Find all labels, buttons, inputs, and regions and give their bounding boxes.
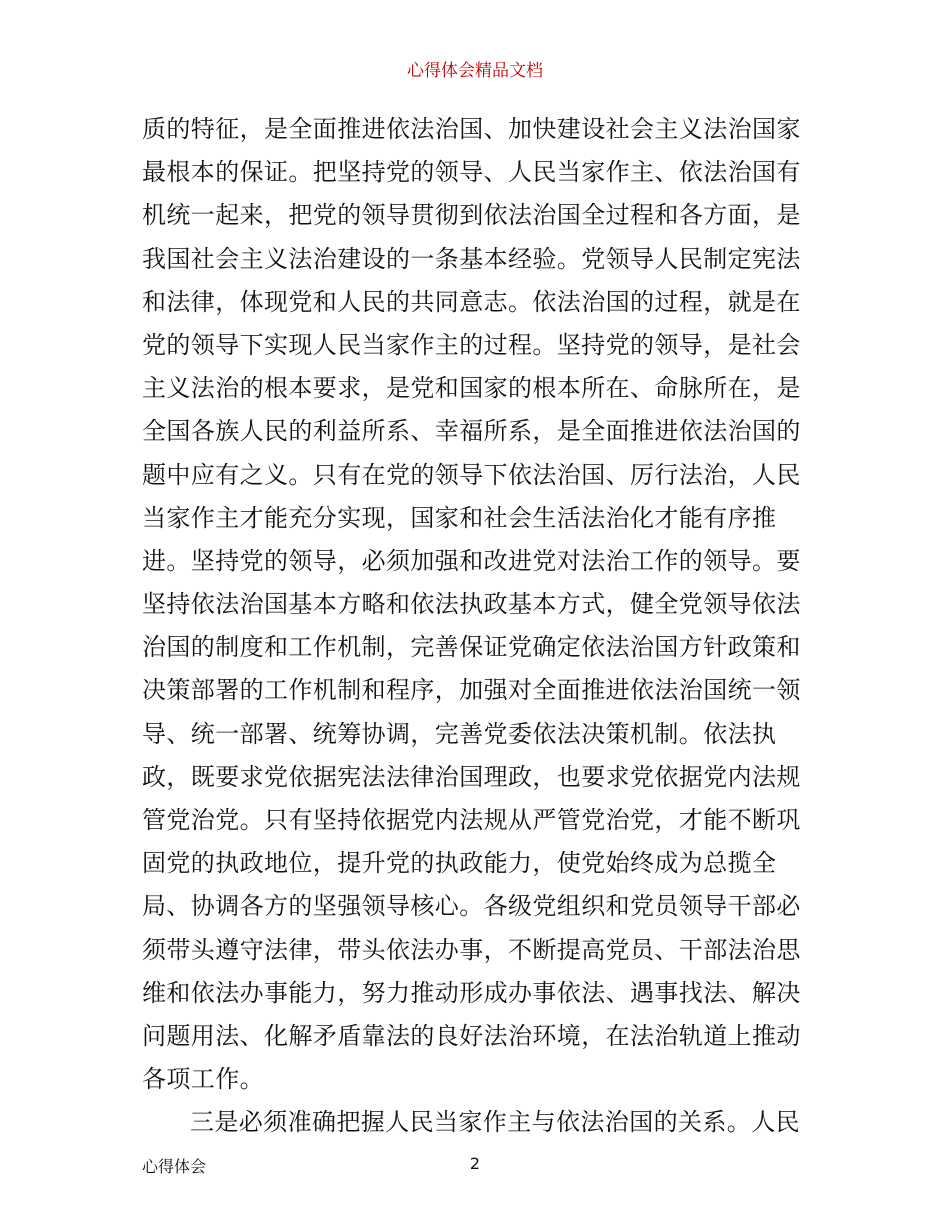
body-line: 主义法治的根本要求，是党和国家的根本所在、命脉所在，是 xyxy=(142,374,801,403)
body-line: 问题用法、化解矛盾靠法的良好法治环境，在法治轨道上推动 xyxy=(142,1021,801,1050)
body-line: 和法律，体现党和人民的共同意志。依法治国的过程，就是在 xyxy=(142,287,801,316)
body-line: 质的特征，是全面推进依法治国、加快建设社会主义法治国家 xyxy=(142,115,801,143)
footer-label: 心得体会 xyxy=(142,1157,207,1176)
document-body xyxy=(142,108,822,1145)
body-line: 全国各族人民的利益所系、幸福所系，是全面推进依法治国的 xyxy=(142,417,801,446)
body-line: 进。坚持党的领导，必须加强和改进党对法治工作的领导。要 xyxy=(142,546,801,575)
body-line: 坚持依法治国基本方略和依法执政基本方式，健全党领导依法 xyxy=(142,590,801,619)
body-line: 政，既要求党依据宪法法律治国理政，也要求党依据党内法规 xyxy=(142,762,801,791)
body-line: 机统一起来，把党的领导贯彻到依法治国全过程和各方面，是 xyxy=(142,201,801,230)
next-paragraph-line: 三是必须准确把握人民当家作主与依法治国的关系。人民 xyxy=(190,1108,800,1137)
page-number: 2 xyxy=(469,1154,481,1173)
body-line: 局、协调各方的坚强领导核心。各级党组织和党员领导干部必 xyxy=(142,892,801,921)
body-line: 导、统一部署、统筹协调，完善党委依法决策机制。依法执 xyxy=(142,719,777,748)
body-line: 最根本的保证。把坚持党的领导、人民当家作主、依法治国有 xyxy=(142,158,801,187)
body-line: 党的领导下实现人民当家作主的过程。坚持党的领导，是社会 xyxy=(142,330,801,359)
body-line: 当家作主才能充分实现，国家和社会生活法治化才能有序推 xyxy=(142,503,777,532)
body-line: 各项工作。 xyxy=(142,1065,264,1094)
body-line: 决策部署的工作机制和程序，加强对全面推进依法治国统一领 xyxy=(142,676,801,705)
body-line: 管党治党。只有坚持依据党内法规从严管党治党，才能不断巩 xyxy=(142,806,801,834)
body-line: 题中应有之义。只有在党的领导下依法治国、厉行法治，人民 xyxy=(142,460,801,489)
body-line: 我国社会主义法治建设的一条基本经验。党领导人民制定宪法 xyxy=(142,244,801,273)
body-line: 维和依法办事能力，努力推动形成办事依法、遇事找法、解决 xyxy=(142,978,801,1007)
body-line: 须带头遵守法律，带头依法办事，不断提高党员、干部法治思 xyxy=(142,935,801,964)
body-line: 治国的制度和工作机制，完善保证党确定依法治国方针政策和 xyxy=(142,633,801,662)
body-line: 固党的执政地位，提升党的执政能力，使党始终成为总揽全 xyxy=(142,849,777,878)
page-header-title: 心得体会精品文档 xyxy=(407,61,543,81)
